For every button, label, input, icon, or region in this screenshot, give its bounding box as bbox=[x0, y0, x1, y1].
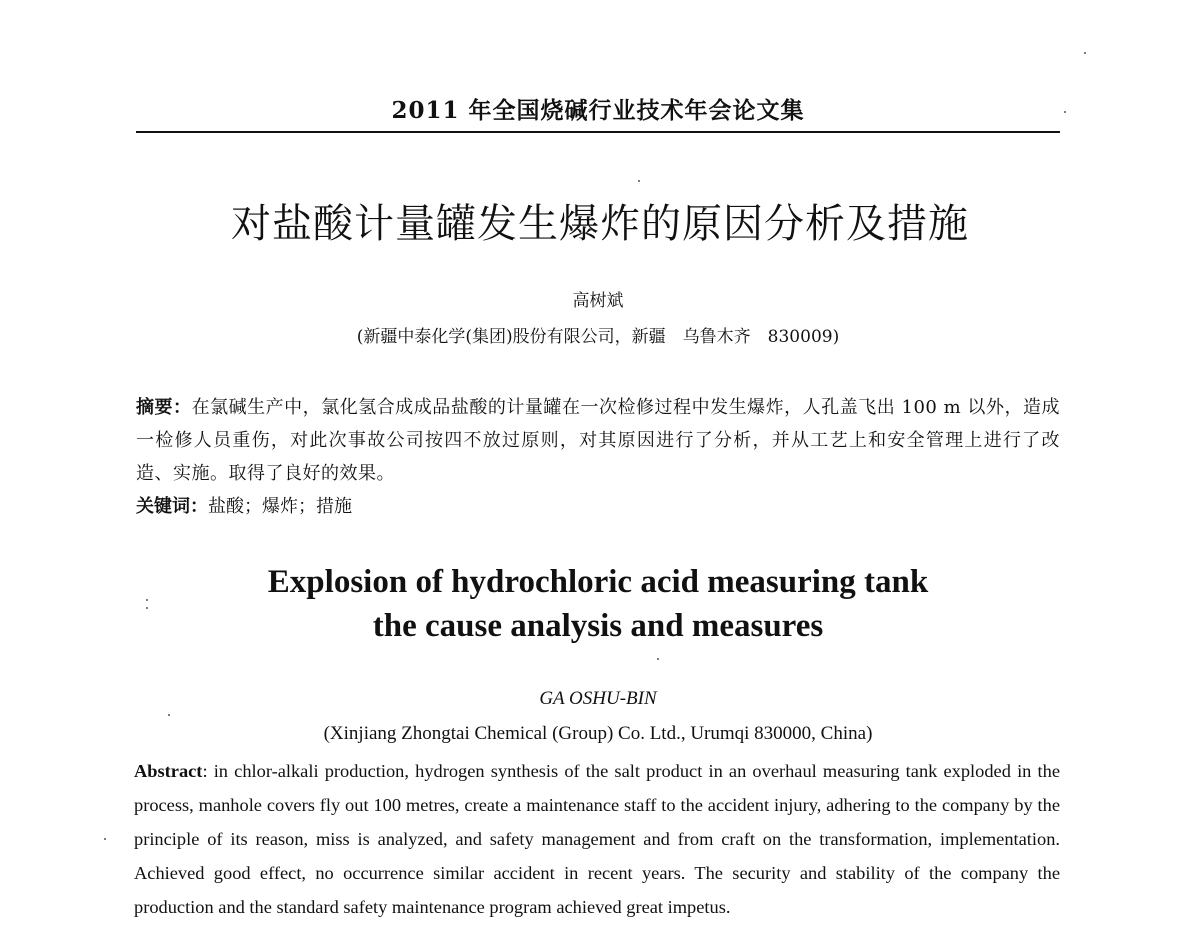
scan-speck bbox=[657, 658, 659, 660]
scan-speck bbox=[168, 714, 170, 716]
scan-speck bbox=[638, 180, 640, 182]
running-header: 2011 年全国烧碱行业技术年会论文集 bbox=[391, 97, 805, 124]
abstract-chinese-label: 摘要： bbox=[136, 397, 192, 418]
affiliation-english: (Xinjiang Zhongtai Chemical (Group) Co. Ltd., Urumqi 830000, China) bbox=[323, 723, 873, 744]
header-rule bbox=[136, 131, 1060, 133]
abstract-chinese-text: 在氯碱生产中，氯化氢合成成品盐酸的计量罐在一次检修过程中发生爆炸，人孔盖飞出 100 m 以外，造成一检修人员重伤，对此次事故公司按四不放过原则，对其原因进行了分析，并从工艺上和安全管理上进行了改造、实施。取得了良好的效果。 bbox=[136, 397, 1060, 484]
abstract-english bbox=[134, 754, 1060, 924]
title-chinese: 对盐酸计量罐发生爆炸的原因分析及措施 bbox=[231, 201, 969, 247]
scan-speck bbox=[146, 607, 148, 609]
title-english-line-1: Explosion of hydrochloric acid measuring tank bbox=[267, 564, 929, 600]
keywords-chinese-label: 关键词： bbox=[136, 496, 208, 517]
abstract-chinese bbox=[136, 391, 1060, 490]
keywords-chinese-text: 盐酸；爆炸；措施 bbox=[208, 496, 352, 517]
author-english: GA OSHU-BIN bbox=[539, 688, 657, 709]
abstract-english-text: : in chlor-alkali production, hydrogen synthesis of the salt product in an overhaul measuring tank exploded in the process, manhole covers fly out 100 metres, create a maintenance staff to the accident injury, adhering to the company by the principle of its reason, miss is analyzed, and safety management and from craft on the transformation, implementation. Achieved good effect, no occurrence similar accident in recent years. The security and stability of the company the production and the standard safety maintenance program achieved great impetus. bbox=[134, 761, 1060, 917]
title-english-line-2: the cause analysis and measures bbox=[372, 608, 824, 644]
abstract-english-label: Abstract bbox=[134, 761, 203, 781]
author-chinese: 高树斌 bbox=[572, 291, 624, 311]
scan-speck bbox=[146, 599, 148, 601]
scan-speck bbox=[1064, 111, 1066, 113]
scan-speck bbox=[1084, 52, 1086, 54]
keywords-chinese bbox=[136, 492, 1060, 522]
scan-speck bbox=[104, 838, 106, 840]
title-english bbox=[136, 560, 1060, 648]
affiliation-chinese: (新疆中泰化学(集团)股份有限公司，新疆 乌鲁木齐 830009) bbox=[356, 327, 840, 347]
